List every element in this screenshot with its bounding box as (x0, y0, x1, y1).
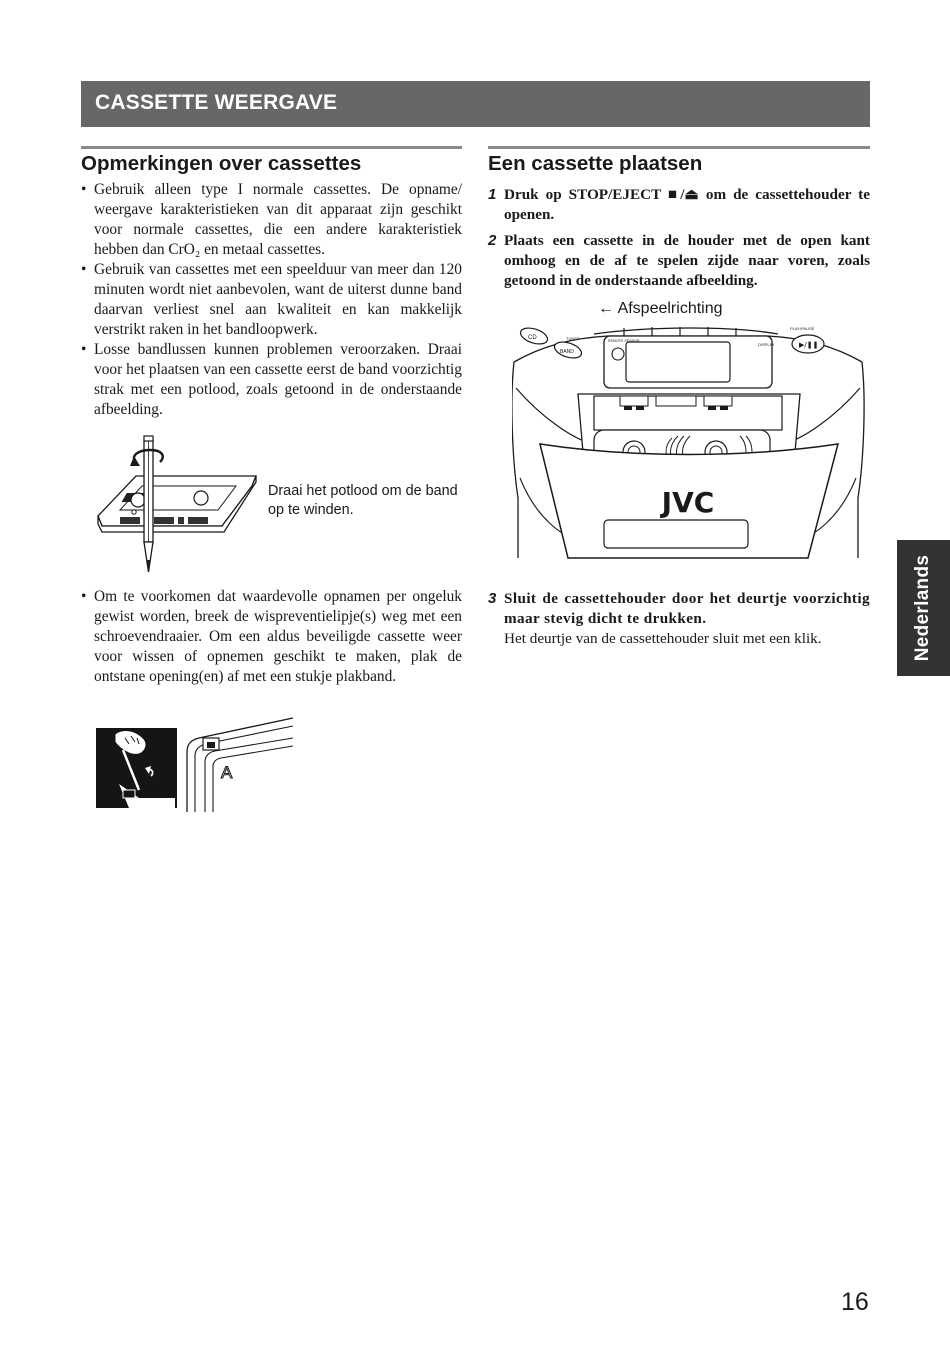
play-pause-label: PLAY/PAUSE (790, 326, 815, 331)
jvc-logo: JVC (661, 486, 715, 519)
step-number: 1 (488, 186, 497, 203)
step-text: Druk op STOP/EJECT ■/⏏ om de cassettehouder te openen. (504, 186, 870, 223)
list-item: • Gebruik van cassettes met een speelduur van meer dan 120 minuten wordt niet aanbevolen, want de uiterst dunne band daarvan verliest snel aan kwaliteit en kan makkelijk verstrikt raken in het bandloopwerk. (81, 260, 462, 340)
language-tab-label: Nederlands (912, 554, 933, 662)
step-number: 2 (488, 232, 497, 249)
display-label: DISPLAY (758, 342, 775, 347)
step-text: Sluit de cassettehouder door het deurtje voorzichtig maar stevig dicht te drukken. (504, 590, 870, 627)
list-item: • Losse bandlussen kunnen problemen veroorzaken. Draai voor het plaatsen van een cassette eerst de band voorzichtig strak met een potlood, zoals getoond in de onderstaande afbeelding. (81, 340, 462, 420)
left-section-heading: Opmerkingen over cassettes (81, 152, 362, 175)
insert-steps-list (488, 185, 870, 291)
pencil-cassette-illustration (94, 432, 264, 578)
boombox-illustration (512, 318, 868, 568)
tab-letter-a: A (221, 763, 233, 782)
right-section-heading: Een cassette plaatsen (488, 152, 703, 175)
close-steps-list (488, 589, 870, 649)
step-note: Het deurtje van de cassettehouder sluit met een klik. (504, 630, 822, 647)
step-item (488, 185, 870, 225)
cassette-notes-list (81, 180, 462, 420)
language-side-tab (897, 540, 950, 676)
cd-button-label: CD (528, 335, 537, 341)
page-number: 16 (841, 1288, 869, 1316)
step-item (488, 589, 870, 649)
tuner-label: TUNER (566, 336, 580, 341)
erase-protection-list (81, 587, 462, 687)
right-heading-rule (488, 146, 870, 149)
play-pause-icon: ▶/❚❚ (799, 341, 819, 349)
band-button-label: BAND (560, 349, 574, 355)
direction-label: ← Afspeelrichting (598, 300, 723, 317)
section-banner (81, 81, 870, 127)
remote-sensor-label: REMOTE SENSOR (608, 339, 640, 343)
list-item: • Om te voorkomen dat waardevolle opnamen per ongeluk gewist worden, breek de wispreventielipje(s) weg met een schroevendraaier. Om een aldus beveiligde cassette weer voor wissen of opnemen geschikt te maken, plak de ontstane opening(en) af met een stukje plakband. (81, 587, 462, 687)
banner-title: CASSETTE WEERGAVE (95, 91, 338, 114)
step-text: Plaats een cassette in de houder met de open kant omhoog en de af te spelen zijde naar voren, zoals getoond in de onderstaande afbeelding. (504, 232, 870, 289)
list-item: • Gebruik alleen type I normale cassettes. De opname/ weergave karakteristieken van dit apparaat zijn geschikt voor normale cassettes, die een andere karakteristiek hebben dan CrO₂ en metaal cassettes. (81, 180, 462, 260)
left-heading-rule (81, 146, 462, 149)
erase-tab-illustration (95, 716, 300, 812)
step-item (488, 231, 870, 291)
step-number: 3 (488, 590, 497, 607)
pencil-caption: Draai het potlood om de band op te winden. (268, 483, 458, 518)
